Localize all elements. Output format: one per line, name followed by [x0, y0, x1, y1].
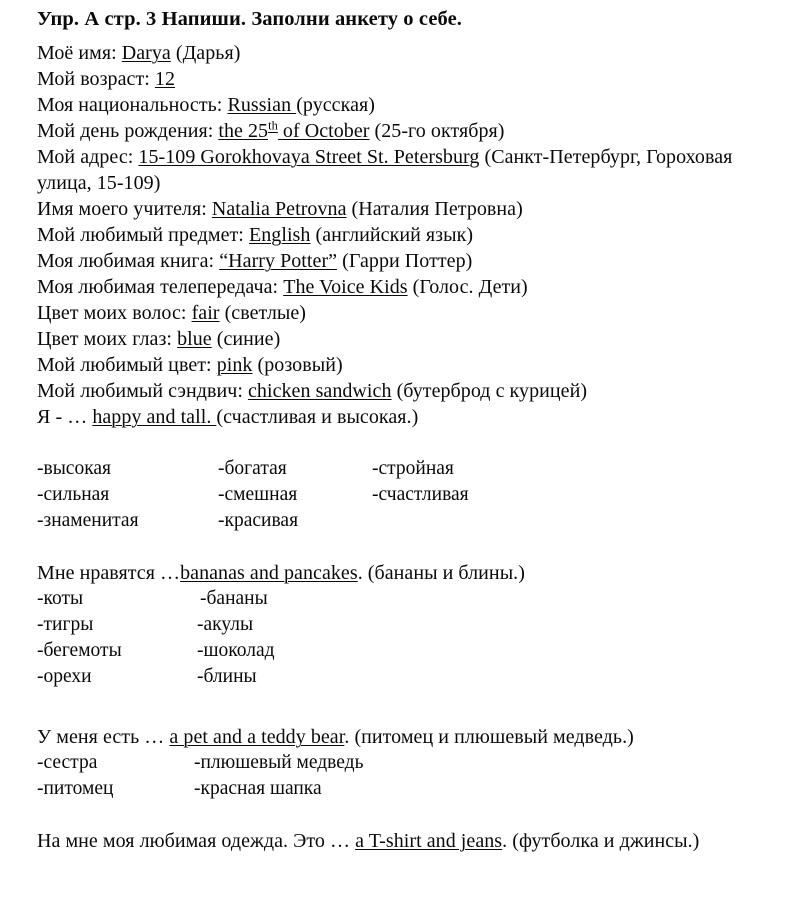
- questionnaire-row-book: [37, 248, 785, 274]
- list-item: -коты: [37, 588, 84, 609]
- answer-subject: English: [248, 224, 311, 246]
- answer-teacher: Natalia Petrovna: [211, 198, 347, 220]
- questionnaire-row-tvshow: [37, 274, 785, 300]
- translation-eyecolor: (синие): [211, 328, 281, 350]
- prompt-subject: Мой любимый предмет:: [37, 224, 249, 246]
- questionnaire-row-name: [37, 40, 785, 66]
- prompt-book: Моя любимая книга:: [37, 250, 220, 272]
- likes-block: [37, 560, 785, 586]
- translation-adjectives: (счастливая и высокая.): [216, 406, 419, 428]
- answer-birthday-tail: of October: [277, 120, 370, 142]
- prompt-favcolor: Мой любимый цвет:: [37, 354, 217, 376]
- translation-address: (Санкт-Петербург, Гороховая улица, 15-109): [37, 146, 733, 194]
- translation-subject: (английский язык): [310, 224, 474, 246]
- prompt-sandwich: Мой любимый сэндвич:: [37, 380, 248, 402]
- prompt-nationality: Моя национальность:: [37, 94, 228, 116]
- list-item: -красная шапка: [194, 778, 322, 799]
- prompt-adjectives: Я - …: [37, 406, 93, 428]
- answer-likes: bananas and pancakes: [180, 562, 358, 584]
- questionnaire-row-subject: [37, 222, 785, 248]
- translation-tvshow: (Голос. Дети): [407, 276, 528, 298]
- list-item: -бананы: [200, 588, 268, 609]
- translation-birthday: (25-го октября): [369, 120, 505, 142]
- prompt-age: Мой возраст:: [37, 68, 155, 90]
- list-item: -знаменитая: [37, 510, 139, 531]
- have-block: [37, 724, 785, 750]
- translation-clothes: . (футболка и джинсы.): [502, 830, 700, 852]
- answer-name: Darya: [121, 42, 171, 64]
- wordlist-have: [37, 750, 785, 802]
- list-item: -счастливая: [372, 484, 469, 505]
- wordlist-row: [37, 508, 785, 534]
- list-item: -блины: [197, 666, 257, 687]
- answer-eyecolor: blue: [177, 328, 212, 350]
- prompt-haircolor: Цвет моих волос:: [37, 302, 192, 324]
- prompt-eyecolor: Цвет моих глаз:: [37, 328, 178, 350]
- list-item: -высокая: [37, 458, 112, 479]
- answer-tvshow: The Voice Kids: [283, 276, 408, 298]
- wordlist-row: [37, 456, 785, 482]
- answer-age: 12: [154, 68, 176, 90]
- questionnaire-row-eyecolor: [37, 326, 785, 352]
- list-item: -питомец: [37, 778, 114, 799]
- answer-sandwich: chicken sandwich: [247, 380, 392, 402]
- prompt-teacher: Имя моего учителя:: [37, 198, 212, 220]
- questionnaire-row-teacher: [37, 196, 785, 222]
- clothes-block: [37, 828, 785, 854]
- wordlist-row: [37, 664, 785, 690]
- questionnaire-row-age: [37, 66, 785, 92]
- list-item: -сильная: [37, 484, 110, 505]
- questionnaire-row-favcolor: [37, 352, 785, 378]
- list-item: -красивая: [218, 510, 299, 531]
- prompt-address: Мой адрес:: [37, 146, 139, 168]
- sentence-clothes: [37, 828, 779, 854]
- answer-book: “Harry Potter”: [219, 250, 338, 272]
- wordlist-row: [37, 750, 785, 776]
- answer-nationality: Russian: [227, 94, 297, 116]
- prompt-likes: Мне нравятся …: [37, 562, 181, 584]
- list-item: -богатая: [218, 458, 287, 479]
- list-item: -шоколад: [197, 640, 275, 661]
- wordlist-row: [37, 482, 785, 508]
- page-title: Упр. А стр. 3 Напиши. Заполни анкету о себе.: [37, 8, 463, 30]
- list-item: -орехи: [37, 666, 92, 687]
- list-item: -бегемоты: [37, 640, 122, 661]
- wordlist-row: [37, 776, 785, 802]
- questionnaire-row-nationality: [37, 92, 785, 118]
- translation-likes: . (бананы и блины.): [357, 562, 525, 584]
- wordlist-row: [37, 638, 785, 664]
- questionnaire-block: [37, 40, 785, 430]
- list-item: -сестра: [37, 752, 98, 773]
- wordlist-row: [37, 586, 785, 612]
- list-item: -стройная: [372, 458, 454, 479]
- translation-favcolor: (розовый): [252, 354, 343, 376]
- ordinal-suffix: th: [268, 118, 278, 133]
- translation-name: (Дарья): [170, 42, 241, 64]
- translation-haircolor: (светлые): [219, 302, 306, 324]
- translation-have: . (питомец и плюшевый медведь.): [344, 726, 634, 748]
- answer-clothes: a T-shirt and jeans: [355, 830, 503, 852]
- questionnaire-row-sandwich: [37, 378, 785, 404]
- prompt-name: Моё имя:: [37, 42, 122, 64]
- answer-haircolor: fair: [191, 302, 220, 324]
- prompt-have: У меня есть …: [37, 726, 170, 748]
- translation-book: (Гарри Поттер): [337, 250, 473, 272]
- answer-birthday-head: the 25: [218, 120, 269, 142]
- prompt-clothes: На мне моя любимая одежда. Это …: [37, 830, 356, 852]
- list-item: -плюшевый медведь: [194, 752, 364, 773]
- answer-adjectives: happy and tall.: [92, 406, 217, 428]
- prompt-tvshow: Моя любимая телепередача:: [37, 276, 284, 298]
- translation-sandwich: (бутерброд с курицей): [391, 380, 588, 402]
- list-item: -смешная: [218, 484, 298, 505]
- sentence-adjectives: [37, 404, 785, 430]
- prompt-birthday: Мой день рождения:: [37, 120, 219, 142]
- list-item: -акулы: [197, 614, 254, 635]
- translation-teacher: (Наталия Петровна): [346, 198, 523, 220]
- sentence-have: [37, 724, 785, 750]
- translation-nationality: (русская): [296, 94, 375, 116]
- questionnaire-row-birthday: [37, 118, 785, 144]
- answer-have: a pet and a teddy bear: [169, 726, 345, 748]
- sentence-likes: [37, 560, 785, 586]
- questionnaire-row-haircolor: [37, 300, 785, 326]
- answer-favcolor: pink: [216, 354, 253, 376]
- wordlist-likes: [37, 586, 785, 690]
- answer-address: 15-109 Gorokhovaya Street St. Petersburg: [138, 146, 480, 168]
- wordlist-row: [37, 612, 785, 638]
- questionnaire-row-address: [37, 144, 779, 196]
- wordlist-adjectives: [37, 456, 785, 534]
- list-item: -тигры: [37, 614, 94, 635]
